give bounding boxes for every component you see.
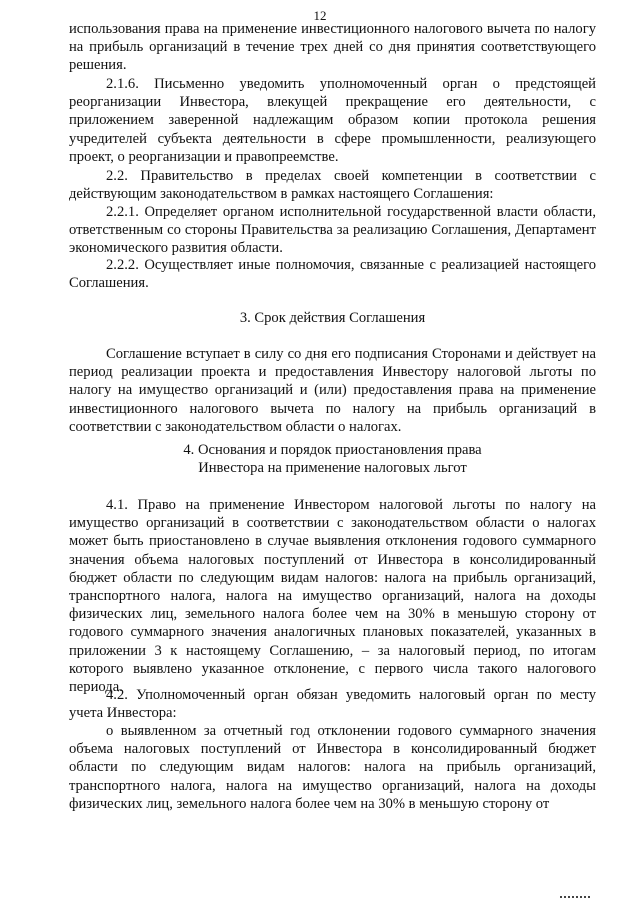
paragraph-4-2: 4.2. Уполномоченный орган обязан уведомить налоговый орган по месту учета Инвестора: — [69, 687, 596, 722]
paragraph-4-2-item: о выявленном за отчетный год отклонении годового суммарного значения объема налоговых поступлений от Инвестора в консолидированный бюджет области по следующим видам налогов: налога на прибыль организаций, транспортного налога, налога на имущество организаций, налога на доходы физических лиц, земельного налога более чем на 30% в меньшую сторону от — [69, 723, 596, 812]
paragraph-section-3: Соглашение вступает в силу со дня его подписания Сторонами и действует на период реализации проекта и предоставления Инвестору налоговой льготы по налогу на имущество организаций и (или) предоставления права на применение инвестиционного налогового вычета по налогу на прибыль организаций в соответствии с законодательством области о налогах. — [69, 346, 596, 435]
section-4-heading-line-1: 4. Основания и порядок приостановления права — [183, 442, 482, 458]
scan-mark — [560, 896, 590, 903]
section-3-heading: 3. Срок действия Соглашения — [239, 310, 426, 326]
section-4-heading-line-2: Инвестора на применение налоговых льгот — [198, 460, 467, 476]
paragraph-2-2-1: 2.2.1. Определяет органом исполнительной государственной власти области, ответственным со стороны Правительства за реализацию Соглашения, Департамент экономического развития области. — [69, 204, 596, 257]
paragraph-2-2: 2.2. Правительство в пределах своей компетенции в соответствии с действующим законодательством в рамках настоящего Соглашения: — [69, 168, 596, 203]
paragraph-2-2-2: 2.2.2. Осуществляет иные полномочия, связанные с реализацией настоящего Соглашения. — [69, 257, 596, 292]
paragraph-2-1-6: 2.1.6. Письменно уведомить уполномоченный орган о предстоящей реорганизации Инвестора, влекущей прекращение его деятельности, с приложением заверенной надлежащим образом копии протокола решения учредителей субъекта деятельности в сфере промышленности, реализующего проект, о реорганизации и правопреемстве. — [69, 76, 596, 165]
paragraph-cont: использования права на применение инвестиционного налогового вычета по налогу на прибыль организаций в течение трех дней со дня принятия соответствующего решения. — [69, 21, 596, 74]
page-number: 12 — [313, 8, 327, 23]
paragraph-4-1: 4.1. Право на применение Инвестором налоговой льготы по налогу на имущество организаций в соответствии с законодательством области о налогах может быть приостановлено в случае выявления отклонения годового суммарного значения объема налоговых поступлений от Инвестора в консолидированный бюджет области по следующим видам налогов: налога на прибыль организаций, транспортного налога, налога на имущество организаций, налога на доходы физических лиц, земельного налога более чем на 30% в меньшую сторону от годового суммарного значения аналогичных плановых показателей, указанных в приложении 3 к настоящему Соглашению, – за налоговый период, по итогам которого выявлено указанное отклонение, с первого числа такого налогового периода. — [69, 497, 596, 696]
